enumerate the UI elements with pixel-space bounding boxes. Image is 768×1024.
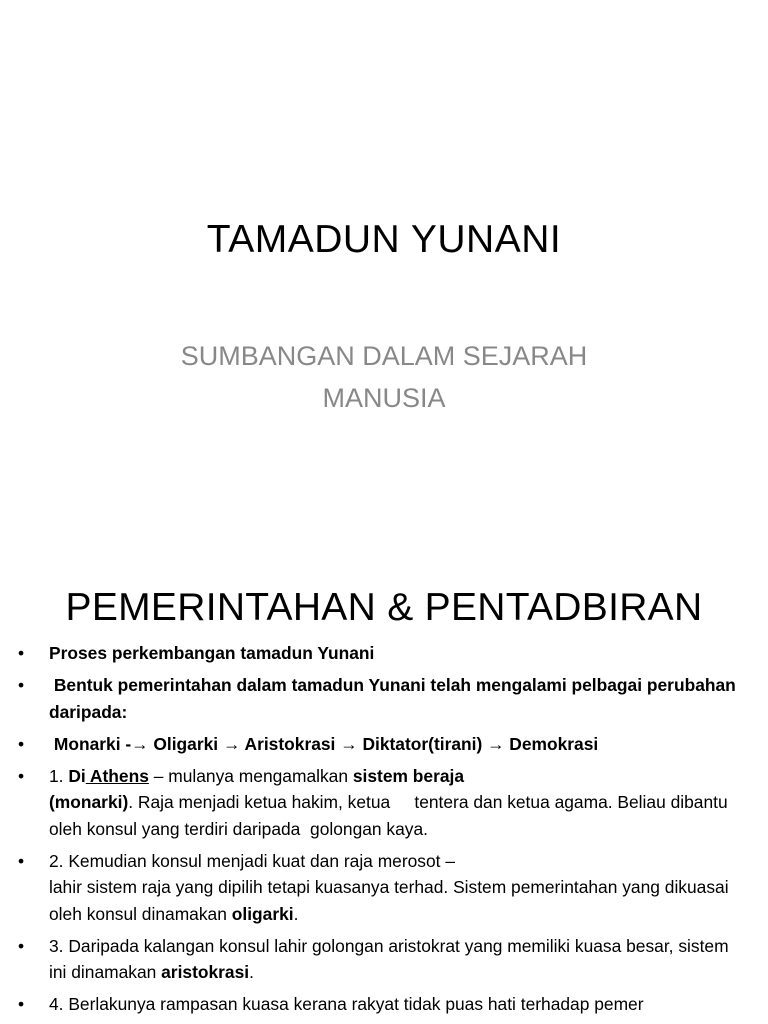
bullet-dot: • — [18, 733, 25, 754]
bullet-dot: • — [18, 765, 25, 786]
bullet-text-part: . Raja menjadi ketua hakim, ketua tentera dan ketua agama. Beliau dibantu oleh konsul yang terdiri daripada golongan kaya. — [49, 792, 733, 839]
bullet-item — [0, 933, 768, 986]
slide-title: TAMADUN YUNANI — [206, 218, 562, 261]
slide-heading: PEMERINTAHAN & PENTADBIRAN — [65, 586, 703, 629]
bullet-item — [0, 763, 768, 843]
bullet-item — [0, 991, 768, 1018]
bullet-text-part: . — [249, 962, 254, 982]
bullet-text-part: (monarki) — [49, 792, 129, 812]
bullet-text-part: – mulanya mengamalkan — [148, 765, 353, 786]
subtitle-line-1: SUMBANGAN DALAM SEJARAH — [180, 341, 588, 371]
bullet-item — [0, 848, 768, 928]
content-slide — [0, 576, 768, 1024]
bullet-list — [0, 640, 768, 1023]
bullet-text-part: 3. Daripada kalangan konsul lahir golongan aristokrat yang memiliki kuasa besar, sistem ini dinamakan — [49, 935, 729, 982]
slide-subtitle — [0, 335, 768, 419]
bullet-text: Monarki -→ Oligarki → Aristokrasi → Diktator(tirani) → Demokrasi — [49, 733, 599, 754]
bullet-text-part: 2. Kemudian konsul menjadi kuat dan raja merosot – — [49, 850, 456, 871]
bullet-text-part: sistem beraja — [352, 765, 465, 786]
athens-link-text: Athens — [85, 765, 149, 786]
bullet-text-part: lahir sistem raja yang dipilih tetapi kuasanya terhad. Sistem pemerintahan yang dikuasai oleh konsul dinamakan — [49, 877, 729, 924]
bullet-text-part: Di — [68, 765, 86, 786]
bullet-text: 4. Berlakunya rampasan kuasa kerana rakyat tidak puas hati terhadap pemer — [49, 994, 644, 1014]
bullet-item — [0, 731, 768, 758]
bullet-dot: • — [18, 675, 25, 695]
bullet-dot: • — [18, 643, 25, 663]
bullet-text-part: 1. — [49, 765, 69, 786]
bullet-text-part: . — [293, 903, 299, 924]
bullet-text: Bentuk pemerintahan dalam tamadun Yunani telah mengalami pelbagai perubahan daripada: — [49, 675, 741, 722]
bullet-dot: • — [18, 850, 25, 871]
bullet-item — [0, 640, 768, 667]
bullet-text-part: oligarki — [231, 903, 294, 924]
bullet-dot: • — [18, 935, 25, 956]
bullet-item — [0, 672, 768, 725]
bullet-text-part: aristokrasi — [161, 962, 250, 982]
bullet-dot: • — [18, 994, 25, 1014]
bullet-text: Proses perkembangan tamadun Yunani — [49, 643, 375, 663]
subtitle-line-2: MANUSIA — [322, 383, 446, 413]
